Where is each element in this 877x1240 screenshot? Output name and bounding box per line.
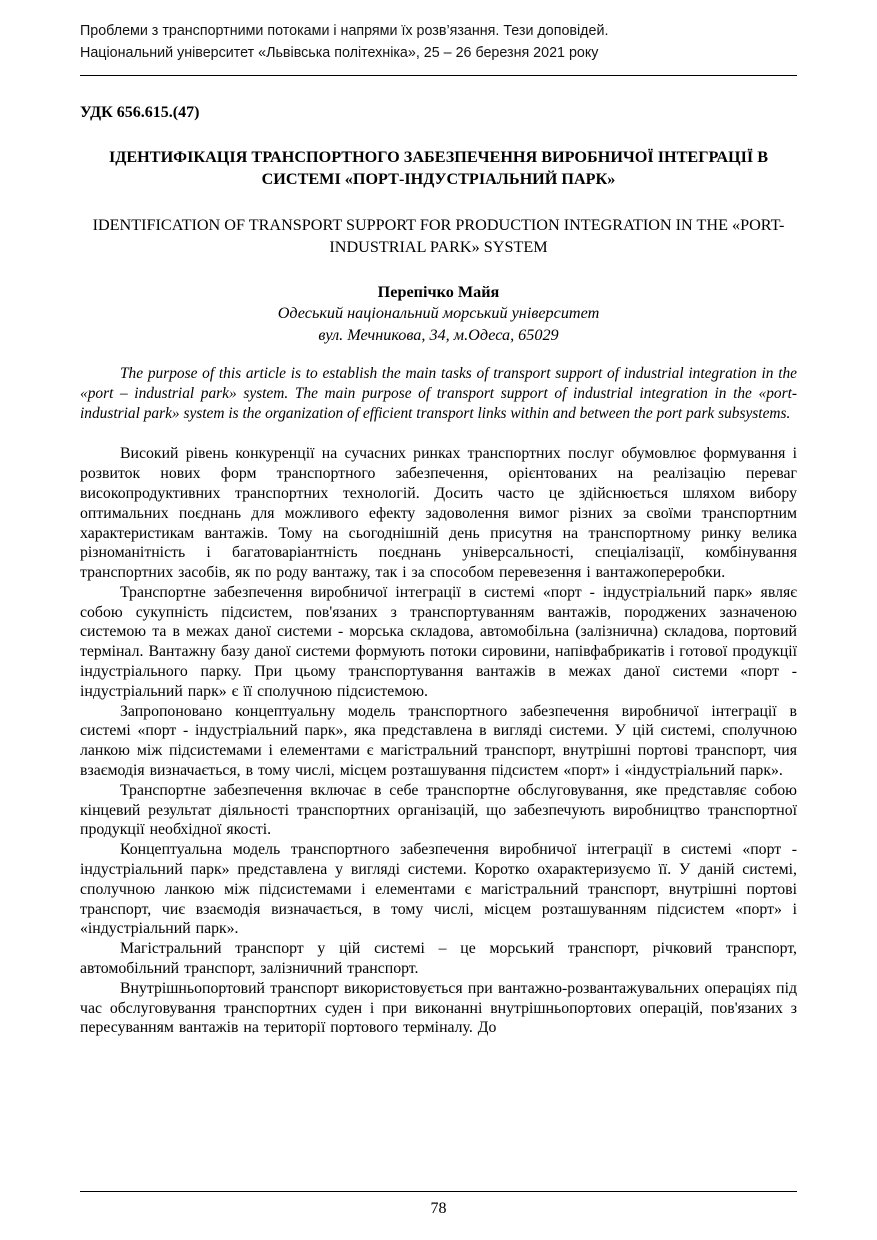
affiliation-address: вул. Мечникова, 34, м.Одеса, 65029 xyxy=(318,326,559,345)
article-content xyxy=(80,104,797,1038)
body-paragraph: Запропоновано концептуальну модель транспортного забезпечення виробничої інтеграції в системі «порт - індустріальний парк», яка представлена в вигляді системи. У цій системі, сполучною ланкою між підсистемами і елементами є магістральний транспорт, внутрішні портові транспорт, чия взаємодія визначається, в тому числі, місцем розташування підсистем «порт» і «індустріальний парк». xyxy=(80,702,797,780)
body-paragraph: Магістральний транспорт у цій системі – це морський транспорт, річковий транспорт, автомобільний транспорт, залізничний транспорт. xyxy=(80,940,797,978)
body-paragraph: Транспортне забезпечення виробничої інтеграції в системі «порт - індустріальний парк» являє собою сукупність підсистем, пов'язаних з транспортуванням вантажів, породжених зазначеною системою та в межах даної системи - морська складова, автомобільна (залізнична) складова, портовий термінал. Вантажну базу даної системи формують потоки сировини, напівфабрикатів і готової продукції індустріального парку. При цьому транспортування вантажів в межах даної системи «порт - індустріальний парк» є її сполучною підсистемою. xyxy=(80,583,797,700)
body-paragraph: Високий рівень конкуренції на сучасних ринках транспортних послуг обумовлює формування і розвиток нових форм транспортного забезпечення, орієнтованих на реалізацію переваг високопродуктивних транспортних технологій. Досить часто це здійснюється шляхом вибору оптимальних поєднань для можливого ефекту задоволення вимог різних за своїми транспортним характеристикам вантажів. Тому на сьогоднішній день присутня на транспортному ринку велика різноманітність і багатоваріантність поєднань універсальності, спеціалізації, комбінування транспортних засобів, як по роду вантажу, так і за способом перевезення і вантажопереробки. xyxy=(80,445,797,582)
footer-divider xyxy=(80,1191,797,1192)
page-footer xyxy=(80,1191,797,1218)
body-paragraph: Транспортне забезпечення включає в себе транспортне обслуговування, яке представляє собою кінцевий результат діяльності транспортних організацій, що забезпечують виробництво транспортної продукції необхідної якості. xyxy=(80,781,797,839)
header-divider xyxy=(80,75,797,76)
header-line-1: Проблеми з транспортними потоками і напрями їх розв’язання. Тези доповідей. xyxy=(80,23,609,39)
article-title-en: IDENTIFICATION OF TRANSPORT SUPPORT FOR PRODUCTION INTEGRATION IN THE «PORT-INDUSTRIAL PARK» SYSTEM xyxy=(92,216,785,257)
article-body xyxy=(80,444,797,1038)
abstract-text: The purpose of this article is to establish the main tasks of transport support of industrial integration in the «port – industrial park» system. The main purpose of transport support of industrial integration in the «port-industrial park» system is the organization of efficient transport links within and between the port park subsystems. xyxy=(80,365,797,423)
udc-code: УДК 656.615.(47) xyxy=(80,104,200,122)
author-name: Перепічко Майя xyxy=(377,283,500,302)
running-header xyxy=(80,20,797,64)
affiliation-university: Одеський національний морський університет xyxy=(277,304,600,323)
page-number: 78 xyxy=(430,1200,447,1217)
article-title-uk: ІДЕНТИФІКАЦІЯ ТРАНСПОРТНОГО ЗАБЕЗПЕЧЕННЯ ВИРОБНИЧОЇ ІНТЕГРАЦІЇ В СИСТЕМІ «ПОРТ-ІНДУСТРІАЛЬНИЙ ПАРК» xyxy=(108,148,769,189)
header-line-2: Національний університет «Львівська політехніка», 25 – 26 березня 2021 року xyxy=(80,45,599,62)
body-paragraph: Концептуальна модель транспортного забезпечення виробничої інтеграції в системі «порт - індустріальний парк» представлена у вигляді системи. Коротко охарактеризуємо її. У даній системі, сполучною ланкою між підсистемами і елементами є магістральний транспорт, внутрішні портові транспорт, чиє взаємодія визначається, в тому числі, місцем розташуванням підсистем «порт» і «індустріальний парк». xyxy=(80,841,797,938)
body-paragraph: Внутрішньопортовий транспорт використовується при вантажно-розвантажувальних операціях під час обслуговування транспортних суден і при виконанні внутрішньопортових операцій, пов'язаних з пересуванням вантажів на території портового терміналу. До xyxy=(80,979,797,1037)
